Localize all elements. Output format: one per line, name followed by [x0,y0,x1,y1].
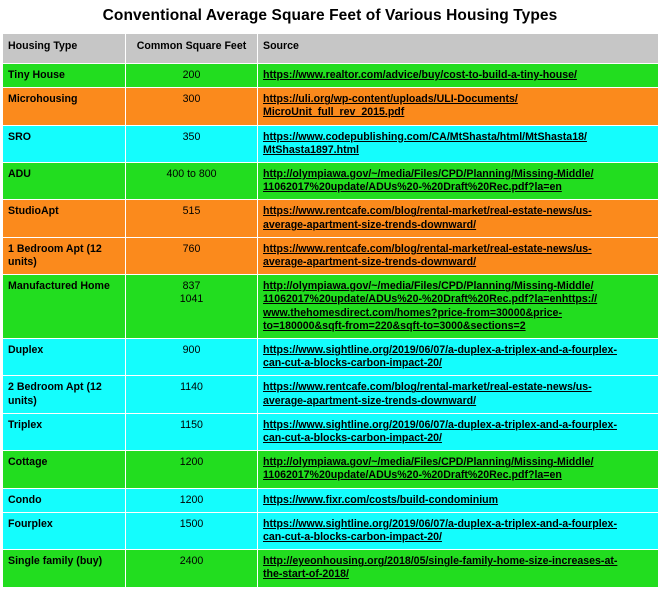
source-link-line[interactable]: https://www.realtor.com/advice/buy/cost-to-build-a-tiny-house/ [263,69,577,81]
source-link-line[interactable]: can-cut-a-blocks-carbon-impact-20/ [263,531,442,544]
source-link-line[interactable]: www.thehomesdirect.com/homes?price-from=30000&price- [263,306,562,319]
square-feet-value: 1500 [179,517,204,530]
housing-type-cell: Triplex [3,413,126,450]
square-feet-value: 900 [182,344,201,357]
housing-type-cell: StudioApt [3,200,126,237]
table-row [3,488,659,512]
source-link-line[interactable]: to=180000&sqft-from=220&sqft-to=3000&sections=2 [263,319,526,332]
source-link-line[interactable]: https://www.rentcafe.com/blog/rental-market/real-estate-news/us- [263,242,592,255]
source-link-line[interactable]: MicroUnit_full_rev_2015.pdf [263,106,405,119]
square-feet-value: 200 [182,69,201,81]
source-link-line[interactable]: https://www.sightline.org/2019/06/07/a-duplex-a-triplex-and-a-fourplex- [263,517,617,530]
square-feet-value: 2400 [179,555,204,568]
housing-type-cell: 1 Bedroom Apt (12 units) [3,237,126,274]
square-feet-cell [126,512,258,549]
square-feet-cell [126,376,258,413]
source-link-line[interactable]: average-apartment-size-trends-downward/ [263,218,477,231]
source-link[interactable] [258,200,659,237]
source-link-line[interactable]: 11062017%20update/ADUs%20-%20Draft%20Rec.pdf?la=en [263,181,562,194]
source-link[interactable] [258,376,659,413]
source-link-line[interactable]: https://uli.org/wp-content/uploads/ULI-Documents/ [263,93,518,106]
column-header-source: Source [258,34,659,64]
table-row [3,125,659,162]
square-feet-cell [126,451,258,488]
housing-type-cell: Duplex [3,339,126,376]
source-link-line[interactable]: https://www.sightline.org/2019/06/07/a-duplex-a-triplex-and-a-fourplex- [263,344,617,357]
source-link-line[interactable]: http://olympiawa.gov/~/media/Files/CPD/Planning/Missing-Middle/ [263,280,594,293]
source-link-line[interactable]: the-start-of-2018/ [263,568,349,581]
source-link[interactable] [258,64,659,88]
housing-type-cell: Manufactured Home [3,275,126,339]
source-link[interactable] [258,488,659,512]
table-row [3,512,659,549]
housing-table [2,33,659,588]
housing-type-cell: 2 Bedroom Apt (12 units) [3,376,126,413]
table-row [3,200,659,237]
source-link[interactable] [258,163,659,200]
table-row [3,376,659,413]
housing-type-cell: ADU [3,163,126,200]
source-link[interactable] [258,512,659,549]
square-feet-cell [126,125,258,162]
square-feet-cell [126,200,258,237]
square-feet-value: 300 [182,93,201,106]
source-link-line[interactable]: average-apartment-size-trends-downward/ [263,394,477,407]
square-feet-cell [126,339,258,376]
housing-type-cell: Fourplex [3,512,126,549]
source-link-line[interactable]: MtShasta1897.html [263,143,359,156]
source-link-line[interactable]: https://www.sightline.org/2019/06/07/a-duplex-a-triplex-and-a-fourplex- [263,418,617,431]
square-feet-value: 760 [182,242,201,255]
square-feet-value: 400 to 800 [166,168,217,181]
source-link-line[interactable]: https://www.fixr.com/costs/build-condominium [263,493,499,506]
column-header-square-feet: Common Square Feet [126,34,258,64]
source-link-line[interactable]: can-cut-a-blocks-carbon-impact-20/ [263,357,442,370]
source-link-line[interactable]: https://www.rentcafe.com/blog/rental-market/real-estate-news/us- [263,381,592,394]
square-feet-cell [126,550,258,587]
table-row [3,550,659,587]
table-row [3,237,659,274]
square-feet-cell [126,163,258,200]
source-link-line[interactable]: 11062017%20update/ADUs%20-%20Draft%20Rec.pdf?la=enhttps:// [263,293,598,306]
source-link[interactable] [258,275,659,339]
table-row [3,64,659,88]
table-row [3,339,659,376]
source-link-line[interactable]: average-apartment-size-trends-downward/ [263,256,477,269]
source-link[interactable] [258,339,659,376]
source-link[interactable] [258,88,659,125]
square-feet-cell [126,488,258,512]
square-feet-value: 1150 [180,418,203,431]
square-feet-value: 1200 [179,493,204,506]
column-header-housing-type: Housing Type [3,34,126,64]
square-feet-value: 1041 [179,293,204,306]
table-body [3,64,659,588]
table-row [3,451,659,488]
square-feet-cell [126,237,258,274]
square-feet-cell [126,64,258,88]
table-row [3,163,659,200]
housing-type-cell: SRO [3,125,126,162]
housing-type-cell: Cottage [3,451,126,488]
source-link[interactable] [258,237,659,274]
square-feet-value: 837 [182,280,201,293]
table-row [3,413,659,450]
square-feet-value: 1140 [180,381,203,394]
source-link-line[interactable]: https://www.rentcafe.com/blog/rental-market/real-estate-news/us- [263,205,592,218]
square-feet-cell [126,413,258,450]
table-row [3,88,659,125]
housing-type-cell: Tiny House [3,64,126,88]
source-link-line[interactable]: can-cut-a-blocks-carbon-impact-20/ [263,432,442,445]
source-link-line[interactable]: 11062017%20update/ADUs%20-%20Draft%20Rec.pdf?la=en [263,469,562,482]
housing-type-cell: Condo [3,488,126,512]
square-feet-value: 515 [182,205,201,218]
page-title: Conventional Average Square Feet of Various Housing Types [102,7,558,24]
housing-type-cell: Microhousing [3,88,126,125]
source-link[interactable] [258,125,659,162]
source-link[interactable] [258,413,659,450]
source-link-line[interactable]: http://eyeonhousing.org/2018/05/single-family-home-size-increases-at- [263,555,618,568]
square-feet-value: 1200 [179,456,204,469]
source-link-line[interactable]: http://olympiawa.gov/~/media/Files/CPD/Planning/Missing-Middle/ [263,456,594,469]
square-feet-cell [126,275,258,339]
source-link-line[interactable]: https://www.codepublishing.com/CA/MtShasta/html/MtShasta18/ [263,130,587,143]
square-feet-cell [126,88,258,125]
square-feet-value: 350 [182,130,201,143]
housing-type-cell: Single family (buy) [3,550,126,587]
table-header-row [3,34,659,64]
source-link[interactable] [258,451,659,488]
source-link[interactable] [258,550,659,587]
table-row [3,275,659,339]
source-link-line[interactable]: http://olympiawa.gov/~/media/Files/CPD/Planning/Missing-Middle/ [263,168,594,181]
